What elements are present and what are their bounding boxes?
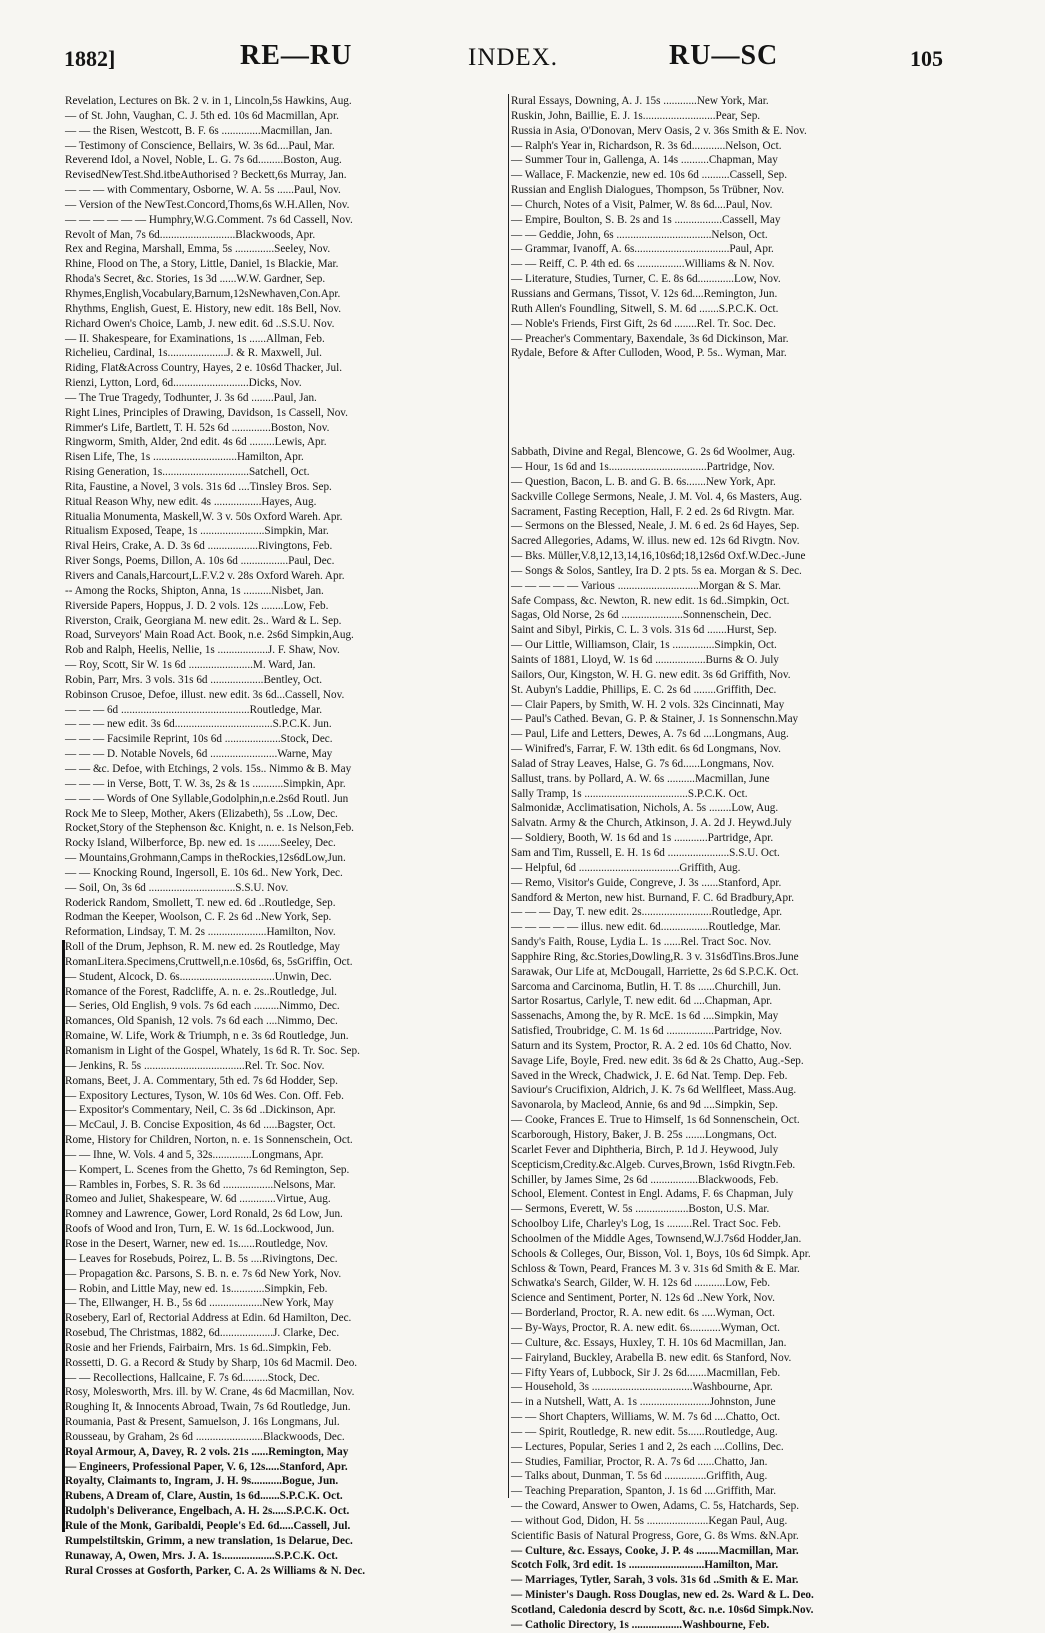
index-entry: — Question, Bacon, L. B. and G. B. 6s.......New York, Apr. <box>511 475 776 488</box>
index-entry: Risen Life, The, 1s ..............................Hamilton, Apr. <box>65 451 304 464</box>
index-entry: Russians and Germans, Tissot, V. 12s 6d....Remington, Jun. <box>511 287 778 300</box>
index-entry: — Soldiery, Booth, W. 1s 6d and 1s ............Partridge, Apr. <box>511 832 774 845</box>
index-entry: River Songs, Poems, Dillon, A. 10s 6d .................Paul, Dec. <box>65 555 335 568</box>
index-entry: — Hour, 1s 6d and 1s...................................Partridge, Nov. <box>511 461 775 474</box>
index-entry: — Ralph's Year in, Richardson, R. 3s 6d............Nelson, Oct. <box>511 139 782 152</box>
index-entry: Rivers and Canals,Harcourt,L.F.V.2 v. 28s Oxford Wareh. Apr. <box>65 570 345 582</box>
index-entry: — Sermons, Everett, W. 5s ...................Boston, U.S. Mar. <box>511 1203 770 1216</box>
index-entry: Sabbath, Divine and Regal, Blencowe, G. 2s 6d Woolmer, Aug. <box>511 446 795 459</box>
index-entry: — — — 6d ..............................................Routledge, Mar. <box>65 703 322 716</box>
index-entry: Sandy's Faith, Rouse, Lydia L. 1s ......Rel. Tract Soc. Nov. <box>511 936 772 949</box>
index-entry: Richard Owen's Choice, Lamb, J. new edit. 6d ..S.S.U. Nov. <box>65 317 335 330</box>
index-entry: — II. Shakespeare, for Examinations, 1s ......Allman, Feb. <box>65 332 325 345</box>
index-entry: — without God, Didon, H. 5s ......................Kegan Paul, Aug. <box>511 1514 788 1527</box>
index-entry: Schiller, by James Sime, 2s 6d .................Blackwoods, Feb. <box>511 1173 779 1186</box>
index-entry: Saviour's Crucifixion, Aldrich, J. K. 7s 6d Wellfleet, Mass.Aug. <box>511 1084 797 1097</box>
index-entry: — Empire, Boulton, S. B. 2s and 1s .................Cassell, May <box>511 213 781 226</box>
index-entry: Rocky Island, Wilberforce, Bp. new ed. 1s ........Seeley, Dec. <box>65 837 336 850</box>
index-entry: Riding, Flat&Across Country, Hayes, 2 e. 10s6d Thacker, Jul. <box>65 362 343 375</box>
index-entry: — Winifred's, Farrar, F. W. 13th edit. 6s 6d Longmans, Nov. <box>511 743 781 756</box>
index-entry: — Culture, &c. Essays, Cooke, J. P. 4s ........Macmillan, Mar. <box>511 1544 799 1557</box>
index-entry: Ritual Reason Why, new edit. 4s .................Hayes, Aug. <box>65 495 317 508</box>
index-entry: — Paul, Life and Letters, Dewes, A. 7s 6d ....Longmans, Aug. <box>511 728 789 741</box>
index-entry: — Fifty Years of, Lubbock, Sir J. 2s 6d.......Macmillan, Feb. <box>511 1366 781 1379</box>
index-entry: — Wallace, F. Mackenzie, new ed. 10s 6d ..........Cassell, Sep. <box>511 169 788 182</box>
index-entry: Rousseau, by Graham, 2s 6d ........................Blackwoods, Dec. <box>65 1430 345 1443</box>
index-entry: — Culture, &c. Essays, Huxley, T. H. 10s 6d Macmillan, Jan. <box>511 1336 787 1349</box>
index-entry: — Catholic Directory, 1s ..................Washbourne, Feb. <box>511 1618 770 1631</box>
index-section-sa-sc <box>511 445 963 1633</box>
index-entry: — Engineers, Professional Paper, V. 6, 12s.....Stanford, Apr. <box>65 1460 348 1473</box>
index-entry: — Church, Notes of a Visit, Palmer, W. 8s 6d....Paul, Nov. <box>511 198 773 211</box>
index-entry: Saint and Sibyl, Pirkis, C. L. 3 vols. 31s 6d .......Hurst, Sep. <box>511 624 777 637</box>
index-entry: Romeo and Juliet, Shakespeare, W. 6d .............Virtue, Aug. <box>65 1193 331 1206</box>
index-entry: Rumpelstiltskin, Grimm, a new translation, 1s Delarue, Dec. <box>65 1534 353 1547</box>
index-entry: Royal Armour, A, Davey, R. 2 vols. 21s ......Remington, May <box>65 1445 349 1458</box>
index-entry: — Household, 3s ....................................Washbourne, Apr. <box>511 1381 773 1394</box>
index-entry: — Bks. Müller,V.8,12,13,14,16,10s6d;18,12s6d Oxf.W.Dec.-June <box>511 550 806 563</box>
index-entry: — Propagation &c. Parsons, S. B. n. e. 7s 6d New York, Nov. <box>65 1267 342 1280</box>
index-entry: — — — in Verse, Bott, T. W. 3s, 2s & 1s ...........Simpkin, Apr. <box>65 777 346 790</box>
index-entry: — Sermons on the Blessed, Neale, J. M. 6 ed. 2s 6d Hayes, Sep. <box>511 520 800 533</box>
index-entry: — Clair Papers, by Smith, W. H. 2 vols. 32s Cincinnati, May <box>511 698 785 711</box>
index-entry: — By-Ways, Proctor, R. A. new edit. 6s...........Wyman, Oct. <box>511 1321 780 1334</box>
index-entry: — — the Risen, Westcott, B. F. 6s ..............Macmillan, Jan. <box>65 124 333 137</box>
index-entry: — — — Day, T. new edit. 2s.........................Routledge, Apr. <box>511 906 783 919</box>
header-title: INDEX. <box>468 44 559 71</box>
section-gap <box>511 361 963 445</box>
index-entry: Saved in the Wreck, Chadwick, J. E. 6d Nat. Temp. Dep. Feb. <box>511 1069 788 1082</box>
index-column-left <box>65 94 506 1577</box>
index-entry: — Minister's Daugh. Ross Douglas, new ed. 2s. Ward & L. Deo. <box>511 1589 814 1602</box>
index-entry: — of St. John, Vaughan, C. J. 5th ed. 10s 6d Macmillan, Apr. <box>65 109 339 122</box>
index-entry: — in a Nutshell, Watt, A. 1s .........................Johnston, June <box>511 1396 776 1409</box>
index-entry: Ringworm, Smith, Alder, 2nd edit. 4s 6d .........Lewis, Apr. <box>65 436 327 449</box>
index-entry: — — Spirit, Routledge, R. new edit. 5s......Routledge, Aug. <box>511 1425 778 1438</box>
index-entry: — — — D. Notable Novels, 6d ........................Warne, May <box>65 748 333 761</box>
index-entry: — Teaching Preparation, Spanton, J. 1s 6d ....Griffith, Mar. <box>511 1485 777 1498</box>
index-entry: Rudolph's Deliverance, Engelbach, A. H. 2s.....S.P.C.K. Oct. <box>65 1505 350 1518</box>
index-entry: Rex and Regina, Marshall, Emma, 5s ..............Seeley, Nov. <box>65 243 331 256</box>
index-entry: Russia in Asia, O'Donovan, Merv Oasis, 2 v. 36s Smith & E. Nov. <box>511 124 807 137</box>
index-entry: Ritualia Monumenta, Maskell,W. 3 v. 50s Oxford Wareh. Apr. <box>65 510 343 523</box>
index-entry: Savage Life, Boyle, Fred. new edit. 3s 6d & 2s Chatto, Aug.-Sep. <box>511 1054 804 1067</box>
index-entry: Rural Crosses at Gosforth, Parker, C. A. 2s Williams & N. Dec. <box>65 1564 366 1577</box>
index-entry: Rossetti, D. G. a Record & Study by Sharp, 10s 6d Macmil. Deo. <box>65 1356 358 1369</box>
index-entry: Safe Compass, &c. Newton, R. new edit. 1s 6d..Simpkin, Oct. <box>511 594 790 607</box>
index-entry: Sacrament, Fasting Reception, Hall, F. 2 ed. 2s 6d Rivgtn. Mar. <box>511 505 795 518</box>
index-entry: -- Among the Rocks, Shipton, Anna, 1s ..........Nisbet, Jan. <box>65 584 324 597</box>
index-entry: Roughing It, & Innocents Abroad, Twain, 7s 6d Routledge, Jun. <box>65 1401 351 1414</box>
index-entry: Scarborough, History, Baker, J. B. 25s .......Longmans, Oct. <box>511 1129 777 1141</box>
index-entry: — — Reiff, C. P. 4th ed. 6s .................Williams & N. Nov. <box>511 258 775 271</box>
index-entry: Scientific Basis of Natural Progress, Gore, G. 8s Wms. &N.Apr. <box>511 1529 799 1542</box>
index-entry: — Noble's Friends, First Gift, 2s 6d ........Rel. Tr. Soc. Dec. <box>511 317 776 330</box>
index-entry: — Series, Old English, 9 vols. 7s 6d each .........Nimmo, Dec. <box>65 1000 340 1013</box>
index-entry: — Our Little, Williamson, Clair, 1s ...............Simpkin, Oct. <box>511 639 777 652</box>
header-page-number: 105 <box>910 46 943 71</box>
index-entry: Roofs of Wood and Iron, Turn, E. W. 1s 6d..Lockwood, Jun. <box>65 1223 335 1236</box>
index-entry: — — — Words of One Syllable,Godolphin,n.e.2s6d Routl. Jun <box>65 792 349 805</box>
index-entry: Sarcoma and Carcinoma, Butlin, H. T. 8s ......Churchill, Jun. <box>511 980 781 993</box>
index-entry: RevisedNewTest.Shd.itbeAuthorised ? Beckett,6s Murray, Jan. <box>65 169 347 182</box>
index-entry: — Helpful, 6d ....................................Griffith, Aug. <box>511 861 741 874</box>
index-entry: Science and Sentiment, Porter, N. 12s 6d ..New York, Nov. <box>511 1292 775 1305</box>
index-entry: Revelation, Lectures on Bk. 2 v. in 1, Lincoln,5s Hawkins, Aug. <box>65 95 352 107</box>
index-entry: Reformation, Lindsay, T. M. 2s .....................Hamilton, Nov. <box>65 926 336 939</box>
index-entry: Runaway, A, Owen, Mrs. J. A. 1s...................S.P.C.K. Oct. <box>65 1549 338 1562</box>
index-entry: Russian and English Dialogues, Thompson, 5s Trübner, Nov. <box>511 184 785 197</box>
index-entry: — — — — — Various .............................Morgan & S. Mar. <box>511 579 781 592</box>
index-entry: Rienzi, Lytton, Lord, 6d...........................Dicks, Nov. <box>65 377 302 390</box>
index-entry: — Talks about, Dunman, T. 5s 6d ...............Griffith, Aug. <box>511 1470 768 1483</box>
index-entry: Sarawak, Our Life at, McDougall, Harriette, 2s 6d S.P.C.K. Oct. <box>511 965 799 978</box>
index-column-right <box>511 94 963 1631</box>
index-entry: — Cooke, Frances E. True to Himself, 1s 6d Sonnenschein, Oct. <box>511 1114 800 1127</box>
index-entry: — Borderland, Proctor, R. A. new edit. 6s .....Wyman, Oct. <box>511 1307 775 1320</box>
index-entry: — The True Tragedy, Todhunter, J. 3s 6d ........Paul, Jan. <box>65 391 317 404</box>
index-entry: Sacred Allegories, Adams, W. illus. new ed. 12s 6d Rivgtn. Nov. <box>511 535 800 548</box>
index-entry: Ruskin, John, Baillie, E. J. 1s..........................Pear, Sep. <box>511 109 761 122</box>
index-entry: Rule of the Monk, Garibaldi, People's Ed. 6d.....Cassell, Jul. <box>65 1520 351 1532</box>
index-entry: — — Recollections, Hallcaine, F. 7s 6d.........Stock, Dec. <box>65 1371 320 1384</box>
index-entry: — Expositor's Commentary, Neil, C. 3s 6d ..Dickinson, Apr. <box>65 1104 336 1117</box>
index-entry: — Testimony of Conscience, Bellairs, W. 3s 6d....Paul, Mar. <box>65 139 335 152</box>
index-entry: Richelieu, Cardinal, 1s.....................J. & R. Maxwell, Jul. <box>65 347 322 360</box>
index-entry: Roumania, Past & Present, Samuelson, J. 16s Longmans, Jul. <box>65 1416 340 1429</box>
header-range-right: RU—SC <box>669 40 779 71</box>
index-entry: Right Lines, Principles of Drawing, Davidson, 1s Cassell, Nov. <box>65 406 348 419</box>
index-entry: Rhythms, English, Guest, E. History, new edit. 18s Bell, Nov. <box>65 302 342 315</box>
index-entry: — Expository Lectures, Tyson, W. 10s 6d Wes. Con. Off. Feb. <box>65 1089 344 1102</box>
index-entry: — Grammar, Ivanoff, A. 6s..................................Paul, Apr. <box>511 243 774 256</box>
column-divider <box>508 94 509 1498</box>
index-entry: Schloss & Town, Peard, Frances M. 3 v. 31s 6d Smith & E. Mar. <box>511 1262 800 1275</box>
index-entry: Rimmer's Life, Bartlett, T. H. 52s 6d ..............Boston, Nov. <box>65 421 330 434</box>
index-entry: Road, Surveyors' Main Road Act. Book, n.e. 2s6d Simpkin,Aug. <box>65 629 354 642</box>
index-entry: Rose in the Desert, Warner, new ed. 1s......Routledge, Nov. <box>65 1237 328 1250</box>
index-entry: Rural Essays, Downing, A. J. 15s ............New York, Mar. <box>511 95 769 107</box>
index-entry: — — Geddie, John, 6s ..................................Nelson, Oct. <box>511 228 768 241</box>
index-entry: — Fairyland, Buckley, Arabella B. new edit. 6s Stanford, Nov. <box>511 1351 792 1364</box>
index-entry: Satisfied, Troubridge, C. M. 1s 6d .................Partridge, Nov. <box>511 1025 782 1038</box>
index-entry: — Leaves for Rosebuds, Poirez, L. B. 5s ....Rivingtons, Dec. <box>65 1252 338 1265</box>
index-entry: — Paul's Cathed. Bevan, G. P. & Stainer, J. 1s Sonnenschn.May <box>511 713 799 726</box>
index-entry: — the Coward, Answer to Owen, Adams, C. 5s, Hatchards, Sep. <box>511 1500 800 1513</box>
index-entry: — Rambles in, Forbes, S. R. 3s 6d ..................Nelsons, Mar. <box>65 1178 336 1191</box>
index-entry: Salmonidæ, Acclimatisation, Nichols, A. 5s ........Low, Aug. <box>511 802 779 815</box>
index-entry: Sallust, trans. by Pollard, A. W. 6s ..........Macmillan, June <box>511 772 770 785</box>
index-entry: Scepticism,Credity.&c.Algeb. Curves,Brown, 1s6d Rivgtn.Feb. <box>511 1158 796 1171</box>
index-entry: Reverend Idol, a Novel, Noble, L. G. 7s 6d.........Boston, Aug. <box>65 154 342 167</box>
index-entry: — Lectures, Popular, Series 1 and 2, 2s each ....Collins, Dec. <box>511 1440 784 1453</box>
index-entry: Rydale, Before & After Culloden, Wood, P. 5s.. Wyman, Mar. <box>511 347 787 360</box>
index-entry: Rome, History for Children, Norton, n. e. 1s Sonnenschein, Oct. <box>65 1134 353 1147</box>
index-entry: Rodman the Keeper, Woolson, C. F. 2s 6d ..New York, Sep. <box>65 911 332 924</box>
index-entry: Schwatka's Search, Gilder, W. H. 12s 6d ...........Low, Feb. <box>511 1277 771 1290</box>
index-entry: St. Aubyn's Laddie, Phillips, E. C. 2s 6d ........Griffith, Dec. <box>511 683 777 696</box>
index-entry: — Preacher's Commentary, Baxendale, 3s 6d Dickinson, Mar. <box>511 332 789 345</box>
index-entry: — Student, Alcock, D. 6s..................................Unwin, Dec. <box>65 970 332 983</box>
index-entry: Robin, Parr, Mrs. 3 vols. 31s 6d ...................Bentley, Oct. <box>65 673 323 686</box>
index-entry: Saturn and its System, Proctor, R. A. 2 ed. 10s 6d Chatto, Nov. <box>511 1039 792 1052</box>
index-entry: — Version of the NewTest.Concord,Thoms,6s W.H.Allen, Nov. <box>65 198 350 211</box>
index-entry: — — — new edit. 3s 6d...................................S.P.C.K. Jun. <box>65 718 332 731</box>
index-entry: Revolt of Man, 7s 6d...........................Blackwoods, Apr. <box>65 228 316 241</box>
index-entry: Rob and Ralph, Heelis, Nellie, 1s ..................J. F. Shaw, Nov. <box>65 644 340 657</box>
index-entry: — Mountains,Grohmann,Camps in theRockies,12s6dLow,Jun. <box>65 852 346 865</box>
index-entry: Schools & Colleges, Our, Bisson, Vol. 1, Boys, 10s 6d Simpk. Apr. <box>511 1247 811 1260</box>
index-entry: Romanism in Light of the Gospel, Whately, 1s 6d R. Tr. Soc. Sep. <box>65 1045 360 1057</box>
index-entry: Sally Tramp, 1s .....................................S.P.C.K. Oct. <box>511 787 748 800</box>
index-entry: Savonarola, by Macleod, Annie, 6s and 9d ....Simpkin, Sep. <box>511 1099 778 1112</box>
index-entry: Romaine, W. Life, Work & Triumph, n e. 3s 6d Routledge, Jun. <box>65 1030 349 1043</box>
index-entry: Rubens, A Dream of, Clare, Austin, 1s 6d.......S.P.C.K. Oct. <box>65 1490 343 1503</box>
index-entry: Roll of the Drum, Jephson, R. M. new ed. 2s Routledge, May <box>65 941 341 954</box>
index-entry: Rhymes,English,Vocabulary,Barnum,12sNewhaven,Con.Apr. <box>65 287 341 300</box>
index-section-ru <box>511 94 963 361</box>
index-entry: Robinson Crusoe, Defoe, illust. new edit. 3s 6d...Cassell, Nov. <box>65 688 345 701</box>
index-entry: — — Knocking Round, Ingersoll, E. 10s 6d.. New York, Dec. <box>65 866 343 879</box>
index-entry: Scotch Folk, 3rd edit. 1s ...........................Hamilton, Mar. <box>511 1559 779 1572</box>
index-entry: Ritualism Exposed, Teape, 1s .......................Simpkin, Mar. <box>65 525 329 538</box>
index-entry: — Literature, Studies, Turner, C. E. 8s 6d.............Low, Nov. <box>511 273 781 286</box>
index-entry: Romney and Lawrence, Gower, Lord Ronald, 2s 6d Low, Jun. <box>65 1208 343 1221</box>
index-entry: Romans, Beet, J. A. Commentary, 5th ed. 7s 6d Hodder, Sep. <box>65 1074 338 1087</box>
index-entry: — — &c. Defoe, with Etchings, 2 vols. 15s.. Nimmo & B. May <box>65 762 352 775</box>
index-entry: — Remo, Visitor's Guide, Congreve, J. 3s ......Stanford, Apr. <box>511 876 782 889</box>
index-entry: Salad of Stray Leaves, Halse, G. 7s 6d......Longmans, Nov. <box>511 757 775 770</box>
index-entry: — Studies, Familiar, Proctor, R. A. 7s 6d ......Chatto, Jan. <box>511 1455 768 1468</box>
index-entry: Salvatn. Army & the Church, Atkinson, J. A. 2d J. Heywd.July <box>511 817 792 830</box>
index-entry: — — Ihne, W. Vols. 4 and 5, 32s..............Longmans, Apr. <box>65 1148 324 1161</box>
index-entry: School, Element. Contest in Engl. Adams, F. 6s Chapman, July <box>511 1188 794 1201</box>
index-entry: — Songs & Solos, Santley, Ira D. 2 pts. 5s ea. Morgan & S. Dec. <box>511 564 802 577</box>
index-entry: Ruth Allen's Foundling, Sitwell, S. M. 6d .......S.P.C.K. Oct. <box>511 302 779 315</box>
index-entry: Royalty, Claimants to, Ingram, J. H. 9s...........Bogue, Jun. <box>65 1475 339 1488</box>
index-entry: Rhoda's Secret, &c. Stories, 1s 3d ......W.W. Gardner, Sep. <box>65 273 326 286</box>
index-entry: Riverside Papers, Hoppus, J. D. 2 vols. 12s ........Low, Feb. <box>65 599 329 612</box>
index-entry: Scarlet Fever and Diphtheria, Birch, P. 1d J. Heywood, July <box>511 1143 779 1156</box>
index-entry: Rocket,Story of the Stephenson &c. Knight, n. e. 1s Nelson,Feb. <box>65 822 354 835</box>
index-entry: Riverston, Craik, Georgiana M. new edit. 2s.. Ward & L. Sep. <box>65 614 342 627</box>
index-entry: — McCaul, J. B. Concise Exposition, 4s 6d .....Bagster, Oct. <box>65 1119 336 1132</box>
index-entry: — Marriages, Tytler, Sarah, 3 vols. 31s 6d ..Smith & E. Mar. <box>511 1574 799 1587</box>
index-entry: — — — Facsimile Reprint, 10s 6d ....................Stock, Dec. <box>65 733 333 746</box>
index-entry: Rita, Faustine, a Novel, 3 vols. 31s 6d ....Tinsley Bros. Sep. <box>65 480 332 493</box>
index-entry: Rosy, Molesworth, Mrs. ill. by W. Crane, 4s 6d Macmillan, Nov. <box>65 1386 355 1399</box>
index-entry: Romance of the Forest, Radcliffe, A. n. e. 2s..Routledge, Jul. <box>65 985 337 998</box>
index-entry: Rosie and her Friends, Fairbairn, Mrs. 1s 6d..Simpkin, Feb. <box>65 1341 332 1354</box>
index-entry: Rhine, Flood on The, a Story, Little, Daniel, 1s Blackie, Mar. <box>65 258 339 271</box>
index-entry: Sandford & Merton, new hist. Burnand, F. C. 6d Bradbury,Apr. <box>511 891 795 904</box>
header-range-left: RE—RU <box>240 40 353 71</box>
index-entry: Saints of 1881, Lloyd, W. 1s 6d ..................Burns & O. July <box>511 654 779 666</box>
index-entry: Rosebud, The Christmas, 1882, 6d...................J. Clarke, Dec. <box>65 1327 340 1340</box>
header-year: 1882] <box>64 46 116 71</box>
page-header <box>62 40 962 84</box>
index-entry: Sartor Rosartus, Carlyle, T. new edit. 6d ....Chapman, Apr. <box>511 995 773 1008</box>
index-entry: Schoolmen of the Middle Ages, Townsend,W.J.7s6d Hodder,Jan. <box>511 1232 802 1245</box>
index-entry: — Robin, and Little May, new ed. 1s............Simpkin, Feb. <box>65 1282 328 1295</box>
index-entry: — Soil, On, 3s 6d ...............................S.S.U. Nov. <box>65 881 289 894</box>
index-entry: — — — with Commentary, Osborne, W. A. 5s ......Paul, Nov. <box>65 184 341 197</box>
index-entry: — The, Ellwanger, H. B., 5s 6d ...................New York, May <box>65 1297 334 1310</box>
index-entry: RomanLitera.Specimens,Cruttwell,n.e.10s6d, 6s, 5sGriffin, Oct. <box>65 955 353 968</box>
index-entry: Romances, Old Spanish, 12 vols. 7s 6d each ....Nimmo, Dec. <box>65 1015 338 1028</box>
index-entry: Sam and Tim, Russell, E. H. 1s 6d ......................S.S.U. Oct. <box>511 846 780 859</box>
index-entry: Sackville College Sermons, Neale, J. M. Vol. 4, 6s Masters, Aug. <box>511 490 803 503</box>
index-entry: Rival Heirs, Crake, A. D. 3s 6d ..................Rivingtons, Feb. <box>65 540 333 553</box>
index-entry: Sagas, Old Norse, 2s 6d ......................Sonnenschein, Dec. <box>511 609 772 622</box>
index-entry: Sassenachs, Among the, by R. McE. 1s 6d ....Simpkin, May <box>511 1010 779 1023</box>
index-entry: — — — — — illus. new edit. 6d.................Routledge, Mar. <box>511 921 781 934</box>
index-entry: Rock Me to Sleep, Mother, Akers (Elizabeth), 5s ..Low, Dec. <box>65 807 338 820</box>
index-entry: — Summer Tour in, Gallenga, A. 14s ..........Chapman, May <box>511 154 778 167</box>
index-entry: Sapphire Ring, &c.Stories,Dowling,R. 3 v. 31s6dTins.Bros.June <box>511 950 799 963</box>
index-entry: — Jenkins, R. 5s ....................................Rel. Tr. Soc. Nov. <box>65 1059 325 1072</box>
index-entry: — Kompert, L. Scenes from the Ghetto, 7s 6d Remington, Sep. <box>65 1163 350 1176</box>
index-entry: Sailors, Our, Kingston, W. H. G. new edit. 3s 6d Griffith, Nov. <box>511 668 791 681</box>
index-entry: — — — — — — Humphry,W.G.Comment. 7s 6d Cassell, Nov. <box>65 213 353 226</box>
index-entry: Schoolboy Life, Charley's Log, 1s .........Rel. Tract Soc. Feb. <box>511 1218 781 1231</box>
index-entry: — — Short Chapters, Williams, W. M. 7s 6d ....Chatto, Oct. <box>511 1411 781 1424</box>
index-entry: Rising Generation, 1s...............................Satchell, Oct. <box>65 466 310 479</box>
index-entry: Rosebery, Earl of, Rectorial Address at Edin. 6d Hamilton, Dec. <box>65 1312 352 1325</box>
index-entry: Scotland, Caledonia descrd by Scott, &c. n.e. 10s6d Simpk.Nov. <box>511 1604 814 1616</box>
index-entry: Roderick Random, Smollett, T. new ed. 6d ..Routledge, Sep. <box>65 896 336 909</box>
index-entry: — Roy, Scott, Sir W. 1s 6d .......................M. Ward, Jan. <box>65 659 316 672</box>
